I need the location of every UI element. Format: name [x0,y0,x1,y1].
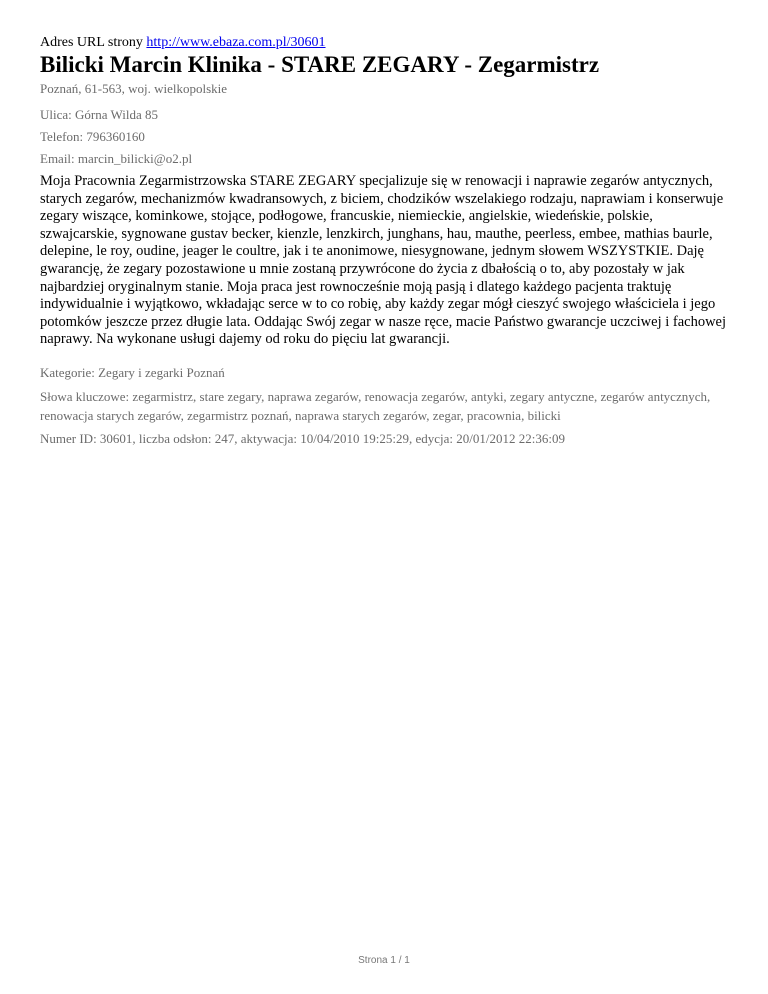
page-url-link[interactable]: http://www.ebaza.com.pl/30601 [146,35,326,50]
location-text: Poznań, 61-563, woj. wielkopolskie [40,81,228,96]
page-number-footer: Strona 1 / 1 [358,955,410,966]
page-title: Bilicki Marcin Klinika - STARE ZEGARY - Zegarmistrz [40,52,600,77]
email-text: Email: marcin_bilicki@o2.pl [40,151,193,166]
url-prefix: Adres URL strony [40,35,143,50]
street-text: Ulica: Górna Wilda 85 [40,107,159,122]
url-line [40,34,326,52]
phone-text: Telefon: 796360160 [40,129,145,144]
keywords-text: Słowa kluczowe: zegarmistrz, stare zegary, naprawa zegarów, renowacja zegarów, antyki, zegary antyczne, zegarów antycznych, renowacja starych zegarów, zegarmistrz poznań, naprawa starych zegarów, zegar, pracownia, bilicki [40,389,711,423]
record-info-text: Numer ID: 30601, liczba odsłon: 247, aktywacja: 10/04/2010 19:25:29, edycja: 20/01/2012 22:36:09 [40,431,565,446]
categories-text: Kategorie: Zegary i zegarki Poznań [40,365,225,380]
business-description: Moja Pracownia Zegarmistrzowska STARE ZEGARY specjalizuje się w renowacji i naprawie zegarów antycznych, starych zegarów, mechanizmów kwadransowych, z biciem, chodzików wszelakiego rodzaju, naprawiam i konserwuje zegary wiszące, kominkowe, stojące, podłogowe, francuskie, niemieckie, angielskie, wiedeńskie, polskie, szwajcarskie, sygnowane gustav becker, kienzle, lenzkirch, junghans, hau, mauthe, peerless, embee, mathias baurle, delepine, le roy, oudine, jeager le coultre, jak i te anonimowe, niesygnowane, jednym słowem WSZYSTKIE. Daję gwarancję, że zegary pozostawione u mnie zostaną przywrócone do życia z dbałością o to, aby pozostały w jak najbardziej oryginalnym stanie. Moja praca jest rownocześnie moją pasją i dlatego każdego pacjenta traktuję indywidualnie i wyjątkowo, wkładając serce w to co robię, aby każdy zegar mógł cieszyć swojego właściciela i jego potomków jeszcze przez długie lata. Oddając Swój zegar w nasze ręce, macie Państwo gwarancje uczciwej i fachowej naprawy. Na wykonane usługi dajemy od roku do pięciu lat gwarancji. [40,173,727,348]
